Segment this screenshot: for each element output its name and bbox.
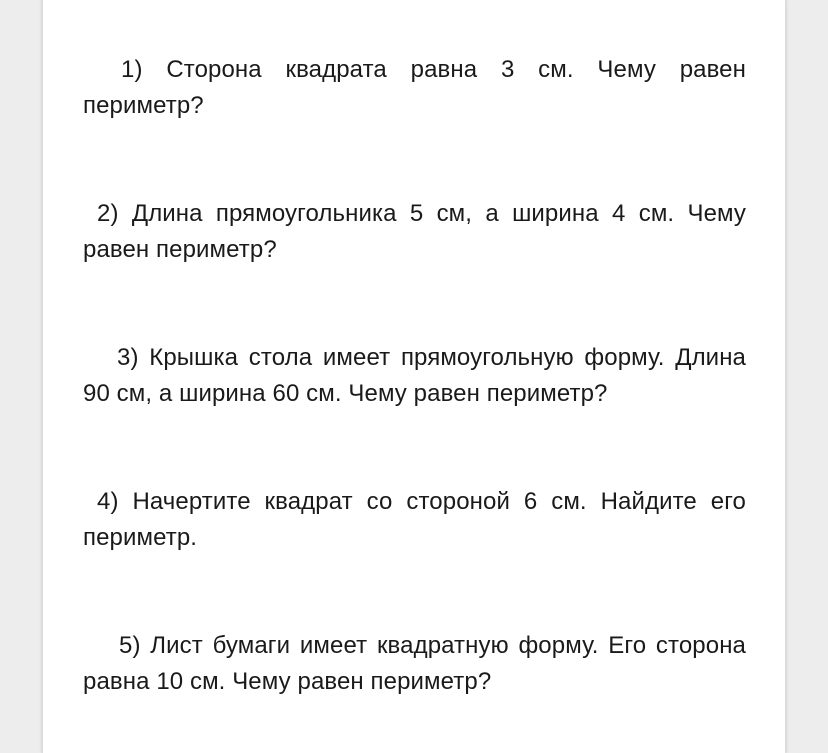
problem-3: 3) Крышка стола имеет прямоугольную форму. Длина 90 см, а ширина 60 см. Чему равен периметр? [83,344,746,407]
document-page [42,0,786,753]
problem-2: 2) Длина прямоугольника 5 см, а ширина 4 см. Чему равен периметр? [83,200,746,263]
problem-5: 5) Лист бумаги имеет квадратную форму. Его сторона равна 10 см. Чему равен периметр? [83,632,746,695]
problem-1: 1) Сторона квадрата равна 3 см. Чему равен периметр? [83,56,746,119]
problem-4: 4) Начертите квадрат со стороной 6 см. Найдите его периметр. [83,488,746,551]
